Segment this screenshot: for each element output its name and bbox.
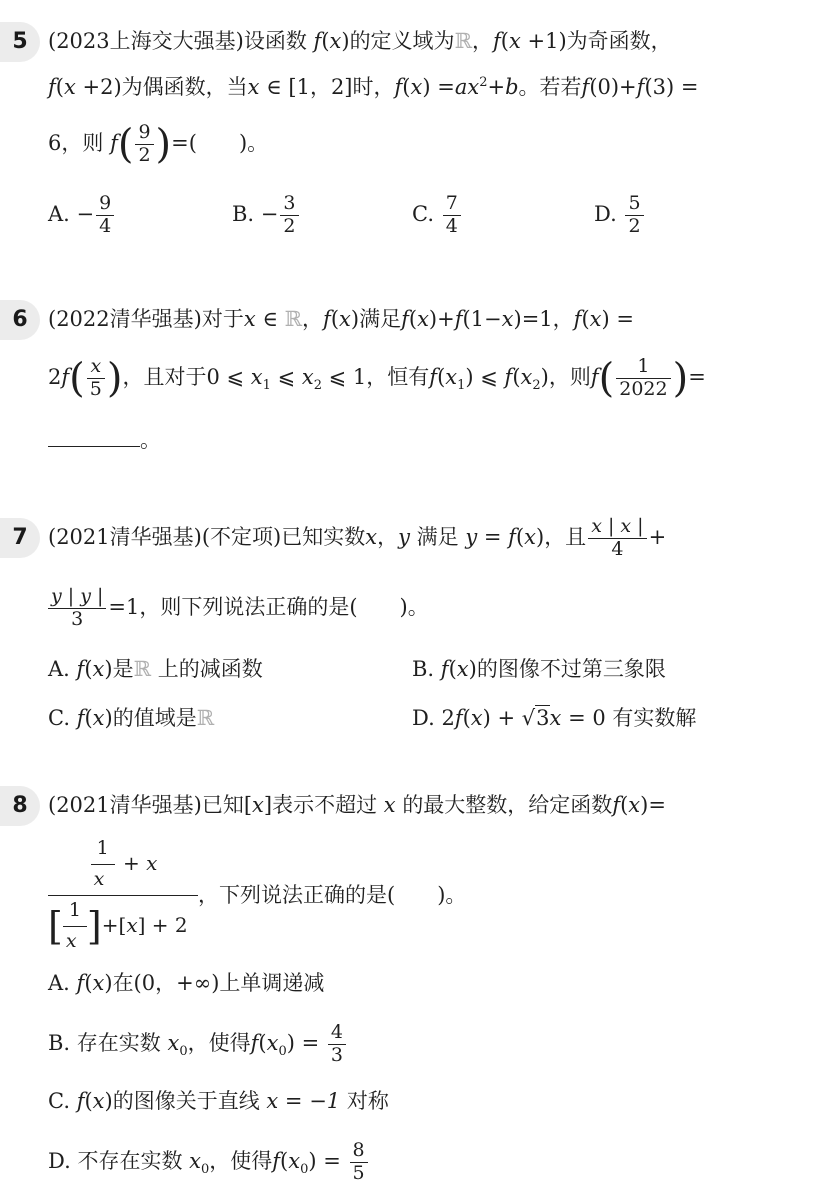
option-d[interactable]: D. 2f(x) + √3x = 0 有实数解 [412,706,697,730]
question-line-2: f(x +2)为偶函数，当x ∈ [1，2]时，$f(x) =ax^2+b$。若若f(0)+f(3) = [48,75,699,99]
question-line-2: $\frac{y | y |}{3}$ =1，则下列说法正确的是( )。 [48,582,802,632]
question-line-2: 2f( $\frac{x}{5}$ )，且对于0 ⩽ $x_1$ ⩽ $x_2$ ⩽ 1，恒有$f(x_1)$ ⩽ $f(x_2)$，则f( $\frac{1}{2022}$ )= [48,355,706,402]
option-a[interactable]: A. − $\frac{9}{4}$ [48,193,116,238]
question-number: 8 [0,786,40,826]
question-line-1: (2022清华强基)对于x ∈ ℝ，f(x)满足f(x)+f(1−x)=1，f(x) = [48,307,634,331]
option-c[interactable]: C. f(x)的图像关于直线 x = −1 对称 [48,1089,389,1113]
question-line-2: $\frac{1}{x}$ + x [ $\frac{1}{x}$ ]+[x] + 2 ，下列说法正确的是( )。 [48,837,467,952]
question-line-1: (2021清华强基)已知[x]表示不超过 x 的最大整数，给定函数f(x)= [48,793,666,817]
answer-blank[interactable]: 。 [48,425,802,455]
question-line-3: 6，则 f( $\frac{9}{2}$ )=( )。 [48,121,269,168]
option-c[interactable]: C. f(x)的值域是ℝ [48,706,215,730]
option-b[interactable]: B. − $\frac{3}{2}$ [232,193,301,238]
question-line-1: (2023上海交大强基)设函数 f(x)的定义域为ℝ，f(x +1)为奇函数， [48,29,672,53]
option-c[interactable]: C. $\frac{7}{4}$ [412,193,463,238]
option-b[interactable]: B. f(x)的图像不过第三象限 [412,657,666,681]
option-a[interactable]: A. f(x)在(0，+∞)上单调递减 [48,971,325,995]
option-d[interactable]: D. 不存在实数 $x_0$，使得$f(x_0)$ = $\frac{8}{5}$ [48,1136,370,1186]
option-b[interactable]: B. 存在实数 $x_0$，使得$f(x_0)$ = $\frac{4}{3}$ [48,1018,348,1068]
question-number: 7 [0,518,40,558]
question-number: 5 [0,22,40,62]
option-a[interactable]: A. f(x)是ℝ 上的减函数 [48,657,263,681]
option-d[interactable]: D. $\frac{5}{2}$ [594,193,646,238]
fraction: $\frac{9}{2}$ [135,122,153,167]
question-line-1: (2021清华强基)(不定项)已知实数x，y 满足 y = f(x)，且 $\frac{x | x |}{4}$ + [48,515,667,560]
question-number: 6 [0,300,40,340]
function-fraction: $\frac{1}{x}$ + x [ $\frac{1}{x}$ ]+[x] + 2 [48,838,198,952]
